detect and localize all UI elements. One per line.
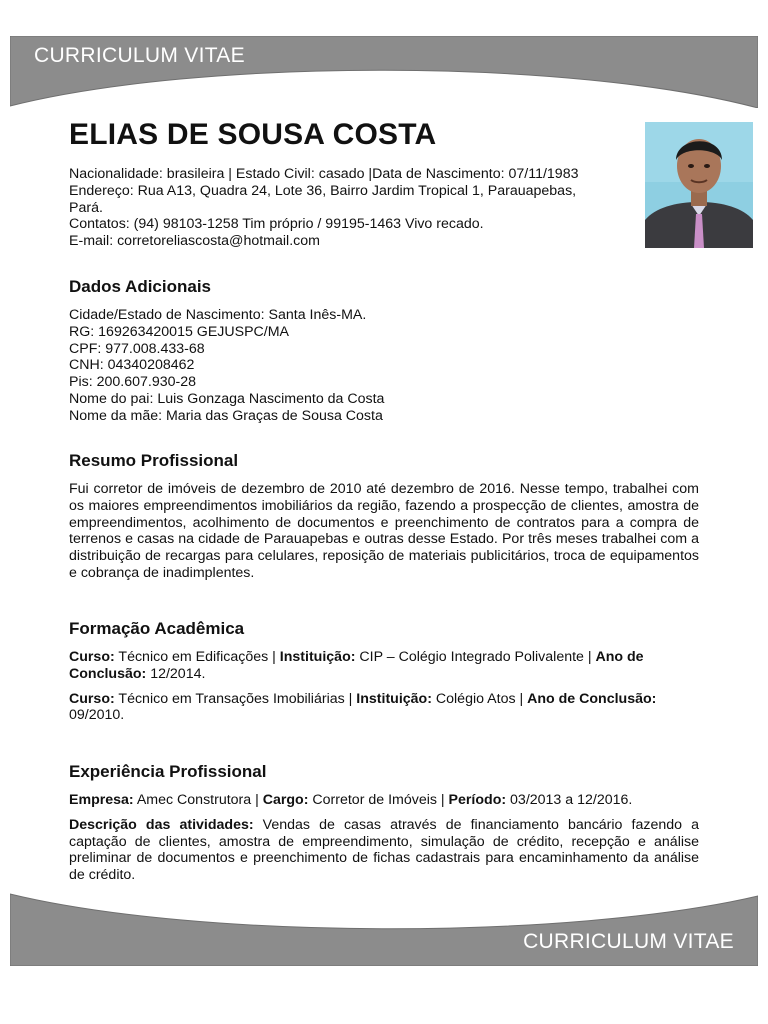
period-value: 03/2013 a 12/2016. <box>506 792 633 808</box>
experience-section <box>69 762 699 884</box>
year-value: 09/2010. <box>69 707 125 724</box>
course-label: Curso: <box>69 690 115 707</box>
year-value: 12/2014. <box>146 665 206 682</box>
banner-title-top: CURRICULUM VITAE <box>34 44 245 67</box>
institution-label: Instituição: <box>356 690 432 707</box>
cpf-line: CPF: 977.008.433-68 <box>69 340 205 357</box>
mother-line: Nome da mãe: Maria das Graças de Sousa Costa <box>69 407 383 424</box>
role-value: Corretor de Imóveis | <box>308 792 449 808</box>
institution-label: Instituição: <box>279 649 356 665</box>
banner-title-bottom: CURRICULUM VITAE <box>523 930 734 953</box>
personal-info <box>69 166 634 250</box>
course-value: Técnico em Transações Imobiliárias | <box>114 690 357 707</box>
bottom-banner <box>10 892 758 966</box>
address-line-cont: Pará. <box>69 199 103 216</box>
period-label: Período: <box>448 792 507 808</box>
birthplace-line: Cidade/Estado de Nascimento: Santa Inês-MA. <box>69 307 367 323</box>
father-line: Nome do pai: Luis Gonzaga Nascimento da Costa <box>69 390 385 407</box>
description-value: Vendas de casas através de financiamento bancário fazendo a captação de clientes, amostra de empreendimento, simulação de crédito, recepção e análise preliminar de documentos e preenchimento de fichas cadastrais para encaminhamento da análise de crédito. <box>69 816 699 884</box>
contacts-line: Contatos: (94) 98103-1258 Tim próprio / 99195-1463 Vivo recado. <box>69 216 484 233</box>
summary-section <box>69 451 699 582</box>
institution-value: Colégio Atos | <box>431 690 528 707</box>
bottom-banner-shape <box>10 892 758 966</box>
year-label: Ano de Conclusão: <box>69 649 644 682</box>
section-title: Formação Acadêmica <box>69 619 245 638</box>
job-description <box>69 817 699 884</box>
education-entry <box>69 691 699 725</box>
job-entry <box>69 792 699 809</box>
cnh-line: CNH: 04340208462 <box>69 357 195 374</box>
nationality-line: Nacionalidade: brasileira | Estado Civil: casado |Data de Nascimento: 07/11/1983 <box>69 166 579 182</box>
additional-data-section <box>69 277 699 425</box>
course-label: Curso: <box>69 649 115 665</box>
rg-line: RG: 169263420015 GEJUSPC/MA <box>69 323 290 340</box>
profile-photo <box>645 122 753 248</box>
year-label: Ano de Conclusão: <box>527 690 657 707</box>
education-entry <box>69 649 699 683</box>
company-label: Empresa: <box>69 792 134 808</box>
education-section <box>69 619 699 732</box>
section-title: Dados Adicionais <box>69 277 212 296</box>
candidate-name: ELIAS DE SOUSA COSTA <box>69 118 437 151</box>
institution-value: CIP – Colégio Integrado Polivalente | <box>355 649 596 665</box>
section-title: Resumo Profissional <box>69 451 239 470</box>
role-label: Cargo: <box>262 792 309 808</box>
summary-text: Fui corretor de imóveis de dezembro de 2010 até dezembro de 2016. Nesse tempo, trabalhei com os maiores empreendimentos imobiliários da região, fazendo a prospecção de clientes, amostra de empreendimentos, acolhimento de documentos e preenchimento de contratos para a compra de terrenos e casas na cidade de Parauapebas e outras desse Estado. Por três meses trabalhei com a distribuição de recargas para celulares, reposição de materiais publicitários, troca de equipamentos e cobrança de inadimplentes. <box>69 481 699 581</box>
company-value: Amec Construtora | <box>133 792 263 808</box>
email-line: E-mail: corretoreliascosta@hotmail.com <box>69 233 320 250</box>
top-banner <box>10 36 758 108</box>
section-title: Experiência Profissional <box>69 762 267 781</box>
description-label: Descrição das atividades: <box>69 816 254 833</box>
address-line: Endereço: Rua A13, Quadra 24, Lote 36, Bairro Jardim Tropical 1, Parauapebas, <box>69 182 577 199</box>
course-value: Técnico em Edificações | <box>114 649 280 665</box>
pis-line: Pis: 200.607.930-28 <box>69 374 196 391</box>
